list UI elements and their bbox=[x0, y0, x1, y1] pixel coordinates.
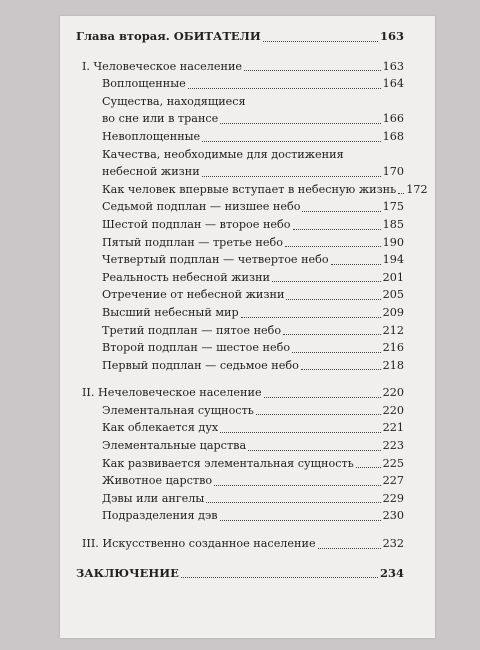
toc-entry[interactable] bbox=[76, 490, 404, 508]
section-title: II. Нечеловеческое население bbox=[82, 386, 262, 400]
dot-leader bbox=[220, 432, 380, 433]
dot-leader bbox=[188, 88, 381, 89]
section-title: III. Искусственно созданное население bbox=[82, 537, 316, 551]
dot-leader bbox=[248, 450, 381, 451]
book-page bbox=[60, 16, 435, 638]
entry-page: 227 bbox=[382, 474, 404, 488]
dot-leader bbox=[202, 176, 381, 177]
entry-page: 194 bbox=[382, 253, 404, 267]
section-page: 232 bbox=[382, 537, 404, 551]
entry-page: 223 bbox=[382, 439, 404, 453]
dot-leader bbox=[293, 229, 381, 230]
dot-leader bbox=[292, 352, 381, 353]
entry-title: Шестой подплан — второе небо bbox=[102, 217, 291, 231]
dot-leader bbox=[181, 577, 378, 578]
entry-title: Животное царство bbox=[102, 474, 213, 488]
dot-leader bbox=[206, 502, 380, 503]
toc-entry[interactable] bbox=[76, 128, 404, 146]
chapter-title: Глава вторая. ОБИТАТЕЛИ bbox=[76, 29, 261, 43]
toc-entry[interactable] bbox=[76, 110, 404, 128]
entry-title: Как развивается элементальная сущность bbox=[102, 456, 354, 470]
entry-page: 170 bbox=[382, 165, 404, 179]
entry-page: 201 bbox=[382, 270, 404, 284]
entry-page: 230 bbox=[382, 509, 404, 523]
entry-page: 205 bbox=[382, 288, 404, 302]
toc-entry[interactable] bbox=[76, 507, 404, 525]
entry-page: 229 bbox=[382, 491, 404, 505]
entry-title: Третий подплан — пятое небо bbox=[102, 323, 282, 337]
toc-entry[interactable] bbox=[76, 216, 404, 234]
dot-leader bbox=[286, 299, 380, 300]
toc-entry[interactable] bbox=[76, 472, 404, 490]
dot-leader bbox=[256, 414, 381, 415]
entry-title: Невоплощенные bbox=[102, 129, 201, 143]
dot-leader bbox=[272, 281, 381, 282]
entry-page: 212 bbox=[382, 323, 404, 337]
entry-title: Элементальные царства bbox=[102, 439, 247, 453]
section-entry-1[interactable] bbox=[76, 58, 404, 76]
toc-entry[interactable] bbox=[76, 251, 404, 269]
toc-entry[interactable] bbox=[76, 419, 404, 437]
dot-leader bbox=[220, 520, 381, 521]
entry-title: Воплощенные bbox=[102, 77, 186, 91]
entry-title: Второй подплан — шестое небо bbox=[102, 341, 291, 355]
dot-leader bbox=[241, 317, 381, 318]
toc-entry[interactable] bbox=[76, 269, 404, 287]
conclusion-page: 234 bbox=[379, 565, 404, 580]
toc-entry[interactable] bbox=[76, 357, 404, 375]
entry-title: во сне или в трансе bbox=[102, 112, 219, 126]
entry-page: 218 bbox=[382, 358, 404, 372]
entry-page: 221 bbox=[382, 421, 404, 435]
entry-title: Реальность небесной жизни bbox=[102, 270, 270, 284]
entry-page: 209 bbox=[382, 305, 404, 319]
dot-leader bbox=[202, 141, 380, 142]
entry-page: 185 bbox=[382, 217, 404, 231]
dot-leader bbox=[285, 246, 381, 247]
entry-page: 175 bbox=[382, 200, 404, 214]
dot-leader bbox=[356, 467, 381, 468]
entry-title: Пятый подплан — третье небо bbox=[102, 235, 283, 249]
entry-page: 168 bbox=[382, 129, 404, 143]
section-entry-3[interactable] bbox=[76, 535, 404, 553]
table-of-contents bbox=[76, 28, 428, 582]
section-page: 163 bbox=[382, 59, 404, 73]
entry-title-line: Существа, находящиеся bbox=[102, 94, 246, 108]
conclusion-entry[interactable] bbox=[76, 565, 404, 583]
toc-entry[interactable] bbox=[76, 75, 404, 93]
toc-entry[interactable] bbox=[76, 402, 404, 420]
toc-entry[interactable] bbox=[76, 455, 404, 473]
entry-title: Как человек впервые вступает в небесную жизнь bbox=[102, 182, 397, 196]
entry-title: Высший небесный мир bbox=[102, 305, 239, 319]
section-title: I. Человеческое население bbox=[82, 59, 243, 73]
entry-page: 172 bbox=[406, 182, 428, 196]
entry-title: Четвертый подплан — четвертое небо bbox=[102, 253, 329, 267]
chapter-page: 163 bbox=[379, 29, 404, 43]
entry-title: Подразделения дэв bbox=[102, 509, 218, 523]
toc-entry[interactable] bbox=[76, 198, 404, 216]
dot-leader bbox=[302, 211, 380, 212]
dot-leader bbox=[398, 193, 404, 194]
entry-page: 216 bbox=[382, 341, 404, 355]
dot-leader bbox=[214, 485, 381, 486]
entry-page: 166 bbox=[382, 112, 404, 126]
toc-entry[interactable] bbox=[76, 163, 404, 181]
toc-entry[interactable] bbox=[76, 181, 428, 199]
entry-title-line: Качества, необходимые для достижения bbox=[102, 147, 344, 161]
chapter-entry[interactable] bbox=[76, 28, 404, 46]
toc-entry[interactable] bbox=[76, 304, 404, 322]
toc-entry[interactable] bbox=[76, 322, 404, 340]
entry-page: 220 bbox=[382, 403, 404, 417]
toc-entry[interactable] bbox=[76, 286, 404, 304]
entry-page: 164 bbox=[382, 77, 404, 91]
toc-entry[interactable] bbox=[76, 234, 404, 252]
entry-page: 190 bbox=[382, 235, 404, 249]
dot-leader bbox=[263, 41, 378, 42]
dot-leader bbox=[264, 397, 381, 398]
section-page: 220 bbox=[382, 386, 404, 400]
entry-title: Седьмой подплан — низшее небо bbox=[102, 200, 301, 214]
dot-leader bbox=[244, 70, 381, 71]
dot-leader bbox=[331, 264, 381, 265]
entry-title: Отречение от небесной жизни bbox=[102, 288, 285, 302]
toc-entry[interactable] bbox=[76, 339, 404, 357]
entry-title: Элементальная сущность bbox=[102, 403, 254, 417]
entry-title: небесной жизни bbox=[102, 165, 200, 179]
dot-leader bbox=[220, 123, 380, 124]
dot-leader bbox=[283, 334, 381, 335]
dot-leader bbox=[301, 369, 381, 370]
conclusion-title: ЗАКЛЮЧЕНИЕ bbox=[76, 565, 179, 580]
entry-page: 225 bbox=[382, 456, 404, 470]
toc-entry[interactable] bbox=[76, 437, 404, 455]
entry-title: Дэвы или ангелы bbox=[102, 491, 205, 505]
entry-title: Как облекается дух bbox=[102, 421, 219, 435]
dot-leader bbox=[318, 548, 381, 549]
entry-title: Первый подплан — седьмое небо bbox=[102, 358, 299, 372]
section-entry-2[interactable] bbox=[76, 384, 404, 402]
